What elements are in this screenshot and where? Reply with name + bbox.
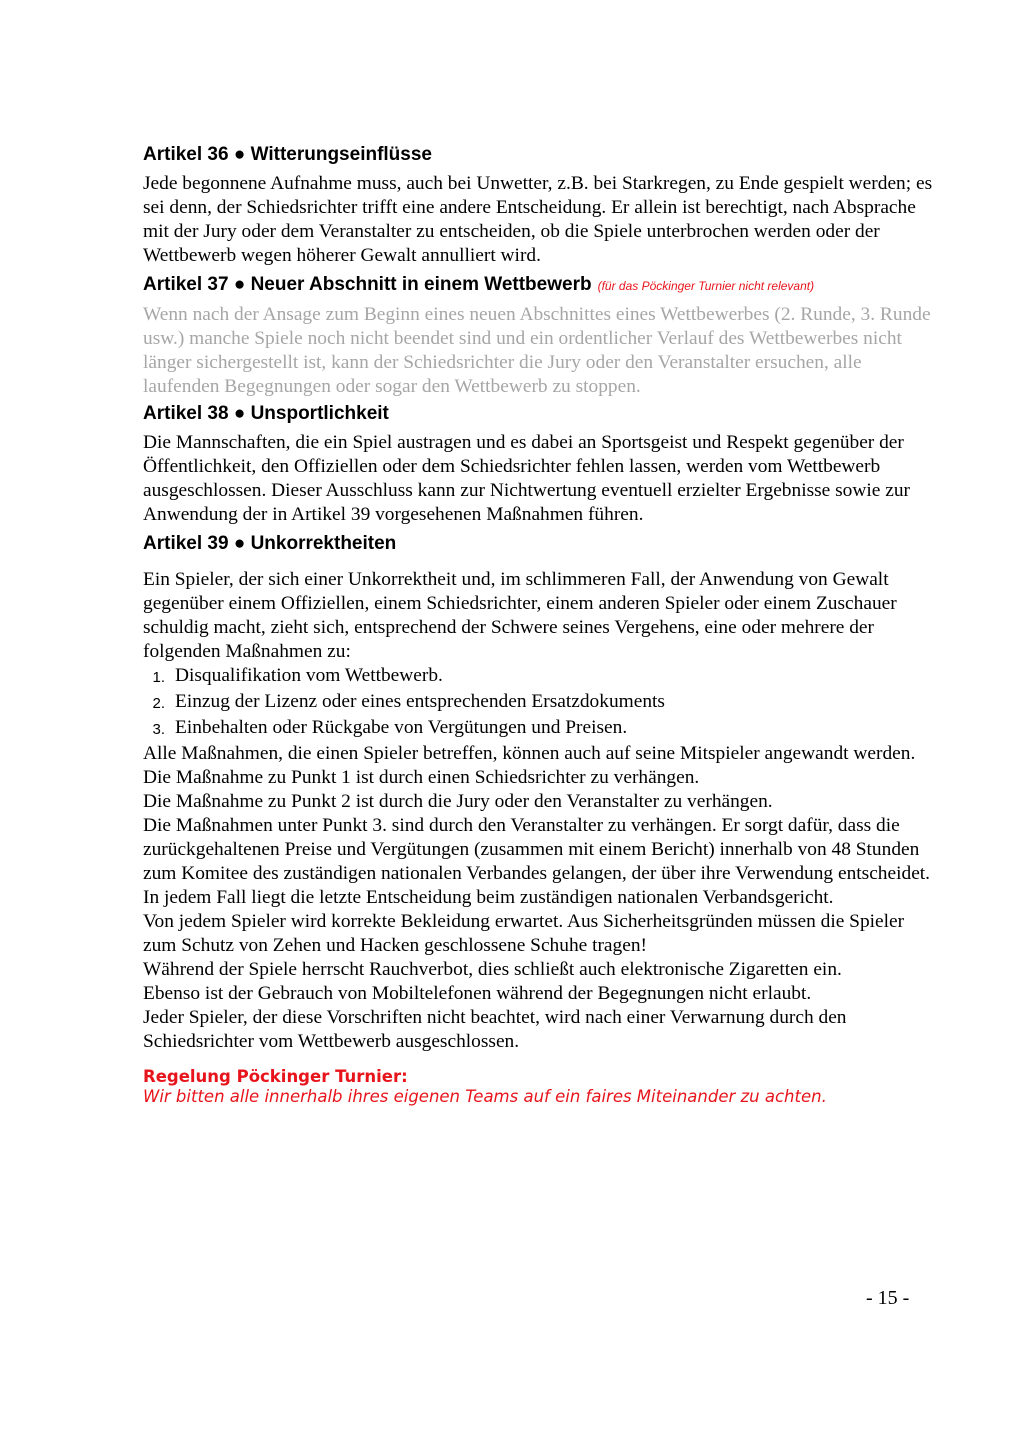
list-item <box>143 690 933 716</box>
paragraph: In jedem Fall liegt die letzte Entscheidung beim zuständigen nationalen Verbandsgericht. <box>143 887 834 908</box>
list-item-number: 3. <box>152 721 165 738</box>
paragraph: Ebenso ist der Gebrauch von Mobiltelefonen während der Begegnungen nicht erlaubt. <box>143 983 812 1004</box>
paragraph: Die Maßnahmen unter Punkt 3. sind durch den Veranstalter zu verhängen. Er sorgt dafür, dass die zurückgehaltenen Preise und Vergütungen (zusammen mit einem Bericht) innerhalb von 48 Stunden zum Komitee des zuständigen nationalen Verbandes gelangen, der über ihre Verwendung entscheidet. <box>143 815 931 884</box>
list-item-number: 1. <box>152 669 165 686</box>
measures-list <box>143 664 933 742</box>
list-item-text: Einbehalten oder Rückgabe von Vergütungen und Preisen. <box>175 717 628 738</box>
list-item-text: Einzug der Lizenz oder eines entsprechenden Ersatzdokuments <box>175 691 665 712</box>
page-content <box>143 142 933 1107</box>
list-item-number: 2. <box>152 695 165 712</box>
article-38-heading: Artikel 38 ● Unsportlichkeit <box>143 403 389 424</box>
paragraph: Während der Spiele herrscht Rauchverbot, dies schließt auch elektronische Zigaretten ein. <box>143 959 842 980</box>
article-39-heading: Artikel 39 ● Unkorrektheiten <box>143 533 397 554</box>
article-36-text: Jede begonnene Aufnahme muss, auch bei Unwetter, z.B. bei Starkregen, zu Ende gespielt werden; es sei denn, der Schiedsrichter trifft eine andere Entscheidung. Er allein ist berechtigt, nach Absprache mit der Jury oder dem Veranstalter zu entscheiden, ob die Spiele unterbrochen werden oder der Wettbewerb wegen höherer Gewalt annulliert wird. <box>143 173 933 266</box>
article-37-note: (für das Pöckinger Turnier nicht relevant) <box>597 279 815 293</box>
paragraph: Alle Maßnahmen, die einen Spieler betreffen, können auch auf seine Mitspieler angewandt werden. <box>143 743 916 764</box>
page-number: - 15 - <box>866 1287 910 1309</box>
list-item-text: Disqualifikation vom Wettbewerb. <box>175 665 443 686</box>
article-36-heading: Artikel 36 ● Witterungseinflüsse <box>143 144 432 165</box>
paragraph: Die Maßnahme zu Punkt 2 ist durch die Jury oder den Veranstalter zu verhängen. <box>143 791 773 812</box>
paragraph: Von jedem Spieler wird korrekte Bekleidung erwartet. Aus Sicherheitsgründen müssen die Spieler zum Schutz von Zehen und Hacken geschlossene Schuhe tragen! <box>143 911 905 956</box>
article-37-heading <box>143 272 933 299</box>
article-38-text: Die Mannschaften, die ein Spiel austragen und es dabei an Sportsgeist und Respekt gegenüber der Öffentlichkeit, den Offiziellen oder dem Schiedsrichter fehlen lassen, werden vom Wettbewerb ausgeschlossen. Dieser Ausschluss kann zur Nichtwertung eventuell erzielter Ergebnisse sowie zur Anwendung der in Artikel 39 vorgesehenen Maßnahmen führen. <box>143 432 910 525</box>
article-37-title: Artikel 37 ● Neuer Abschnitt in einem Wettbewerb <box>143 274 592 295</box>
paragraph: Jeder Spieler, der diese Vorschriften nicht beachtet, wird nach einer Verwarnung durch den Schiedsrichter vom Wettbewerb ausgeschlossen. <box>143 1007 847 1052</box>
article-39-details <box>143 742 933 1054</box>
regulation-title: Regelung Pöckinger Turnier: <box>143 1067 408 1086</box>
article-39-intro: Ein Spieler, der sich einer Unkorrektheit und, im schlimmeren Fall, der Anwendung von Gewalt gegenüber einem Offiziellen, einem Schiedsrichter, einem anderen Spieler oder einem Zuschauer schuldig macht, zieht sich, entsprechend der Schwere seines Vergehens, eine oder mehrere der folgenden Maßnahmen zu: <box>143 569 897 662</box>
article-37-text: Wenn nach der Ansage zum Beginn eines neuen Abschnittes eines Wettbewerbes (2. Runde, 3. Runde usw.) manche Spiele noch nicht beendet sind und ein ordentlicher Verlauf des Wettbewerbes nicht länger sichergestellt ist, kann der Schiedsrichter die Jury oder den Veranstalter ersuchen, alle laufenden Begegnungen oder sogar den Wettbewerb zu stoppen. <box>143 304 931 397</box>
list-item <box>143 664 933 690</box>
list-item <box>143 716 933 742</box>
regulation-text: Wir bitten alle innerhalb ihres eigenen Teams auf ein faires Miteinander zu achten. <box>143 1087 827 1106</box>
paragraph: Die Maßnahme zu Punkt 1 ist durch einen Schiedsrichter zu verhängen. <box>143 767 700 788</box>
